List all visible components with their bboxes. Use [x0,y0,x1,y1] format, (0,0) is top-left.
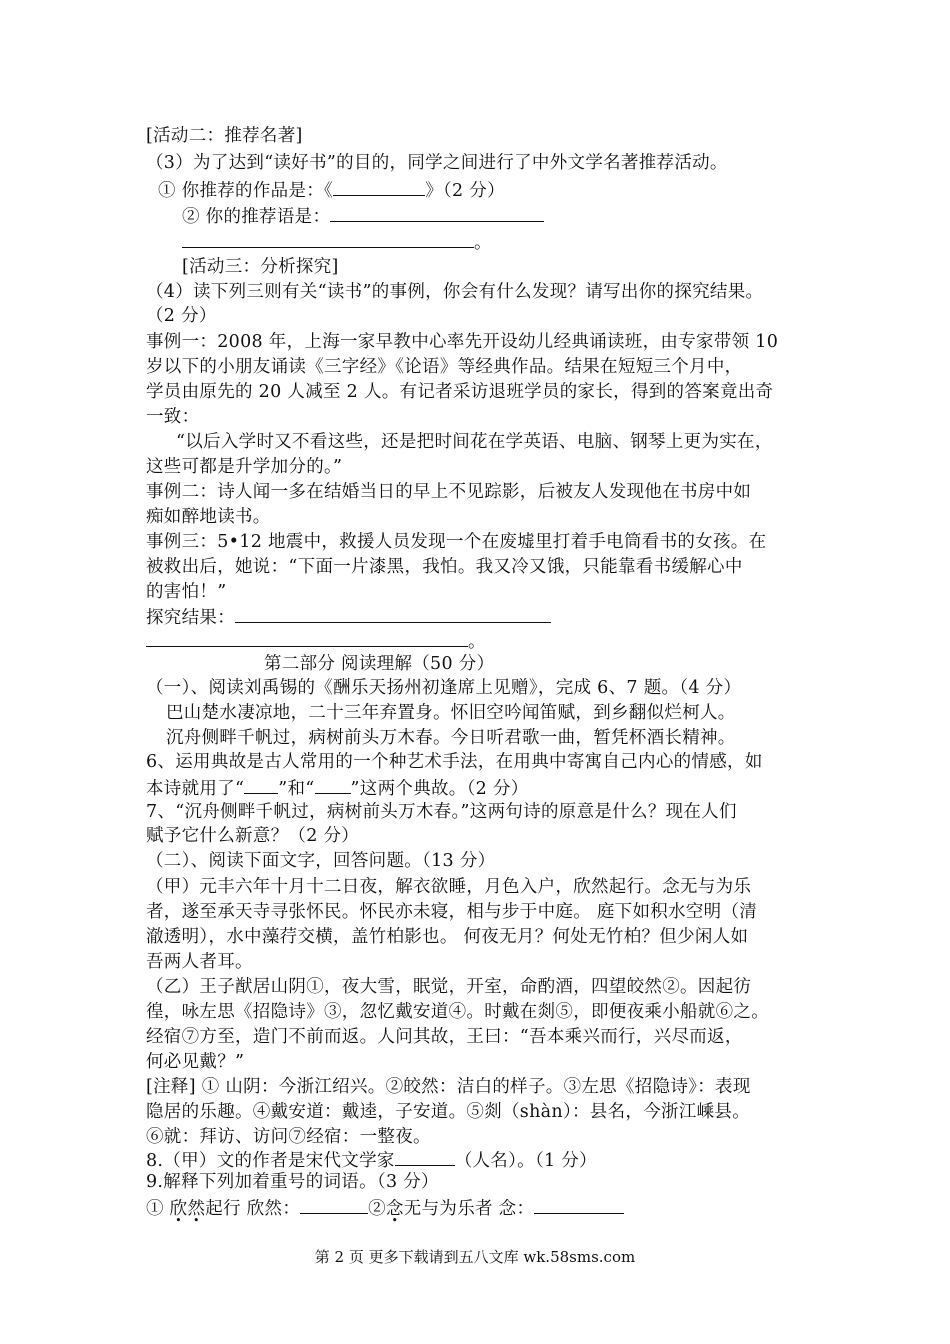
q6-line2 [146,775,529,801]
notes-line: 隐居的乐趣。④戴安道：戴逵，子安道。⑤剡（shàn）：县名，今浙江嵊县。 [146,1102,751,1122]
yi-line: 何必见戴？” [146,1052,245,1072]
poem-line: 沉舟侧畔千帆过，病树前头万木春。今日听君歌一曲，暂凭杯酒长精神。 [166,728,736,748]
q3-item1-pre: ① 你推荐的作品是：《 [158,181,334,201]
jia-line: 澈透明），水中藻荇交横，盖竹柏影也。 何夜无月？何处无竹柏？但少闲人如 [146,927,749,947]
yi-line: （乙）王子猷居山阴①，夜大雪，眠觉，开室，命酌酒，四望皎然②。因起彷 [146,977,752,997]
case3-line: 事例三：5•12 地震中，救援人员发现一个在废墟里打着手电筒看书的女孩。在 [146,532,767,552]
q9-item1-pre: ① [146,1199,170,1219]
result-end: 。 [468,632,486,652]
q9-item2-pre: ② [368,1199,386,1219]
activity3-title: [活动三：分析探究] [182,257,339,277]
jia-line: （甲）元丰六年十月十二日夜，解衣欲睡，月色入户，欣然起行。念无与为乐 [146,877,752,897]
q9-title: 9.解释下列加着重号的词语。（3 分） [146,1172,439,1192]
case2-line: 痴如醉地读书。 [146,507,271,527]
recommendation-blank-1[interactable] [330,203,544,222]
activity2-title: [活动二：推荐名著] [146,126,303,146]
work-title-blank[interactable] [333,177,425,196]
emphasis-char: 然 [187,1199,206,1219]
q4-line2: （2 分） [146,306,217,326]
recommendation-blank-2[interactable] [182,229,474,248]
case3-line: 被救出后，她说：“下面一片漆黑，我怕。我又冷又饿，只能靠看书缓解心中 [146,557,743,577]
emphasis-char: 念 [385,1199,404,1219]
emphasis-char: 欣 [169,1199,188,1219]
q9-item1-text: 起行 欣然： [205,1199,301,1219]
author-blank[interactable] [395,1147,455,1166]
result-row [146,604,551,630]
q3-end-mark: 。 [474,233,492,253]
part2-title: 第二部分 阅读理解（50 分） [264,654,495,674]
q8-pre: 8.（甲）文的作者是宋代文学家 [146,1151,395,1171]
yi-line: 经宿⑦方至，造门不前而返。人问其故，王曰：“吾本乘兴而行，兴尽而返， [146,1027,743,1047]
q9-blank-1[interactable] [300,1195,368,1214]
q8-post: （人名）。（1 分） [454,1151,597,1171]
allusion-blank-1[interactable] [244,775,278,794]
case1-line: 事例一：2008 年，上海一家早教中心率先开设幼儿经典诵读班，由专家带领 10 [146,332,779,352]
section2-title: （二）、阅读下面文字，回答问题。（13 分） [146,851,496,871]
q6-text-b: ”和“ [278,779,315,799]
notes-line: [注释] ① 山阴：今浙江绍兴。②皎然：洁白的样子。③左思《招隐诗》：表现 [146,1077,751,1097]
q3-item2 [182,203,544,229]
case1-quote: “以后入学时又不看这些，还是把时间花在学英语、电脑、钢琴上更为实在， [176,432,773,452]
case1-line: 一致： [146,407,200,427]
q7-line: 7、“沉舟侧畔千帆过，病树前头万木春。”这两句诗的原意是什么？现在人们 [146,802,737,822]
q3-item1-post: 》（2 分） [425,181,505,201]
result-blank-2[interactable] [146,628,468,647]
q3-item1 [158,177,505,203]
case1-line: 岁以下的小朋友诵读《三字经》《论语》等经典作品。结果在短短三个月中， [146,357,743,377]
jia-line: 者，遂至承天寺寻张怀民。怀民亦未寝，相与步于中庭。 庭下如积水空明（清 [146,902,758,922]
allusion-blank-2[interactable] [315,775,351,794]
yi-line: 徨，咏左思《招隐诗》③，忽忆戴安道④。时戴在剡⑤，即便夜乘小船就⑥之。 [146,1002,769,1022]
case3-line: 的害怕！” [146,582,227,602]
q9-item2-text: 无与为乐者 念： [403,1199,535,1219]
q9-items [146,1195,624,1221]
notes-line: ⑥就：拜访、访问⑦经宿：一整夜。 [146,1127,431,1147]
q3-item2-label: ② 你的推荐语是： [182,207,331,227]
jia-line: 吾两人者耳。 [146,952,253,972]
q4-line1: （4）读下列三则有关“读书”的事例，你会有什么发现？请写出你的探究结果。 [146,282,764,302]
q6-text-c: ”这两个典故。（2 分） [350,779,529,799]
q3-item2-line2 [182,229,492,255]
q7-line: 赋予它什么新意？（2 分） [146,826,360,846]
q6-text-a: 本诗就用了“ [146,779,245,799]
result-label: 探究结果： [146,608,235,628]
section1-title: （一）、阅读刘禹锡的《酬乐天扬州初逢席上见赠》，完成 6、7 题。（4 分） [146,678,742,698]
q3-text: （3）为了达到“读好书”的目的，同学之间进行了中外文学名著推荐活动。 [146,153,728,173]
result-blank-1[interactable] [235,604,551,623]
poem-line: 巴山楚水凄凉地，二十三年弃置身。怀旧空吟闻笛赋，到乡翻似烂柯人。 [166,703,736,723]
case1-line: 学员由原先的 20 人减至 2 人。有记者采访退班学员的家长，得到的答案竟出奇 [146,382,774,402]
q9-blank-2[interactable] [534,1195,624,1214]
q6-line1: 6、运用典故是古人常用的一个种艺术手法，在用典中寄寓自己内心的情感，如 [146,752,763,772]
page-footer: 第 2 页 更多下载请到五八文库 wk.58sms.com [314,1248,636,1266]
case2-line: 事例二：诗人闻一多在结婚当日的早上不见踪影，后被友人发现他在书房中如 [146,482,752,502]
case1-quote-end: 这些可都是升学加分的。” [146,457,343,477]
result-row-2 [146,628,486,654]
